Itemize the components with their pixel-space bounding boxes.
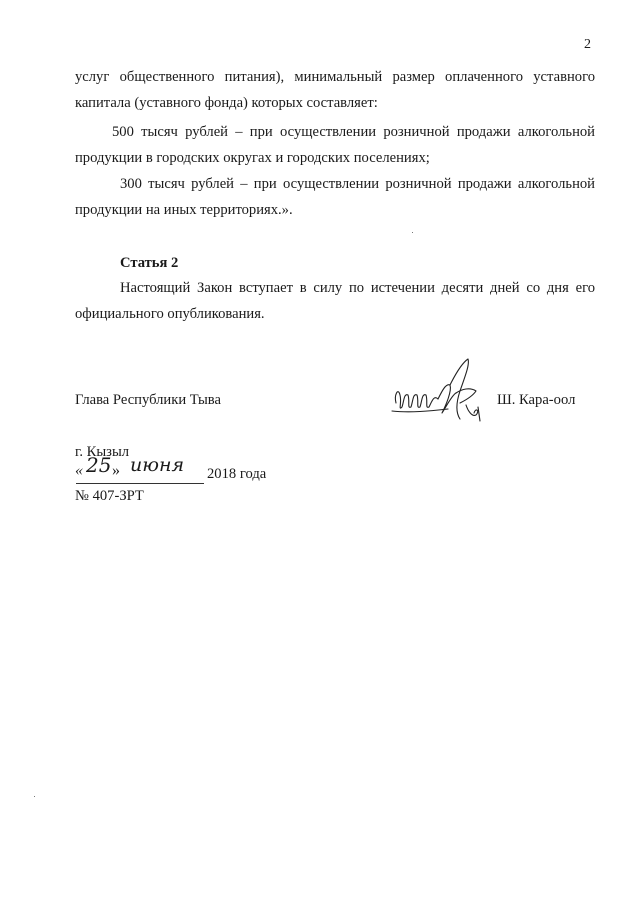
scan-speck — [412, 232, 413, 233]
law-number: № 407-ЗРТ — [75, 488, 144, 504]
date-day: 25 — [86, 453, 112, 477]
handwritten-signature — [390, 355, 496, 435]
page-number: 2 — [584, 37, 591, 52]
date-month: июня — [130, 454, 185, 476]
date-underline — [76, 483, 204, 484]
body-line-4: продукции в городских округах и городских поселениях; — [75, 150, 430, 166]
article-line-2: официального опубликования. — [75, 306, 265, 322]
scan-speck — [34, 796, 35, 797]
date-year: 2018 года — [207, 466, 267, 482]
body-line-1: услуг общественного питания), минимальный размер оплаченного уставного — [75, 69, 595, 85]
signatory-position: Глава Республики Тыва — [75, 392, 221, 408]
body-line-6: продукции на иных территориях.». — [75, 202, 293, 218]
signatory-name: Ш. Кара-оол — [497, 392, 576, 408]
date-open-quote: « — [75, 462, 83, 479]
body-line-2: капитала (уставного фонда) которых составляет: — [75, 95, 378, 111]
article-heading: Статья 2 — [120, 255, 179, 271]
article-line-1: Настоящий Закон вступает в силу по истечении десяти дней со дня его — [120, 280, 595, 296]
date-close-quote: » — [112, 462, 120, 479]
city: г. Кызыл — [75, 444, 130, 460]
body-line-3: 500 тысяч рублей – при осуществлении розничной продажи алкогольной — [112, 124, 595, 140]
body-line-5: 300 тысяч рублей – при осуществлении розничной продажи алкогольной — [120, 176, 595, 192]
